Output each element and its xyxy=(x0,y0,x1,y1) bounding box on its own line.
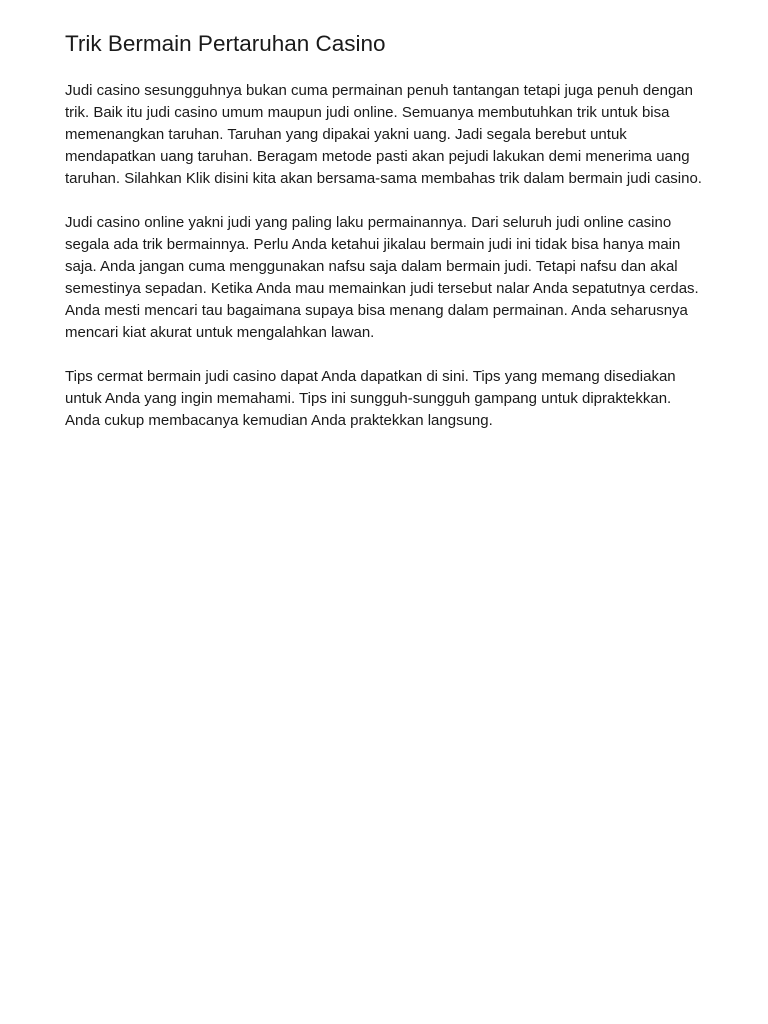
paragraph-1: Judi casino sesungguhnya bukan cuma permainan penuh tantangan tetapi juga penuh dengan trik. Baik itu judi casino umum maupun judi online. Semuanya membutuhkan trik untuk bisa memenangkan taruhan. Taruhan yang dipakai yakni uang. Jadi segala berebut untuk mendapatkan uang taruhan. Beragam metode pasti akan pejudi lakukan demi menerima uang taruhan. Silahkan Klik disini kita akan bersama-sama membahas trik dalam bermain judi casino. xyxy=(65,82,702,187)
document-body xyxy=(65,80,705,454)
paragraph-2: Judi casino online yakni judi yang paling laku permainannya. Dari seluruh judi online casino segala ada trik bermainnya. Perlu Anda ketahui jikalau bermain judi ini tidak bisa hanya main saja. Anda jangan cuma menggunakan nafsu saja dalam bermain judi. Tetapi nafsu dan akal semestinya sepadan. Ketika Anda mau memainkan judi tersebut nalar Anda sepatutnya cerdas. Anda mesti mencari tau bagaimana supaya bisa menang dalam permainan. Anda seharusnya mencari kiat akurat untuk mengalahkan lawan. xyxy=(65,214,699,341)
paragraph-3: Tips cermat bermain judi casino dapat Anda dapatkan di sini. Tips yang memang disediakan untuk Anda yang ingin memahami. Tips ini sungguh-sungguh gampang untuk dipraktekkan. Anda cukup membacanya kemudian Anda praktekkan langsung. xyxy=(65,368,676,429)
document-title: Trik Bermain Pertaruhan Casino xyxy=(65,31,386,56)
